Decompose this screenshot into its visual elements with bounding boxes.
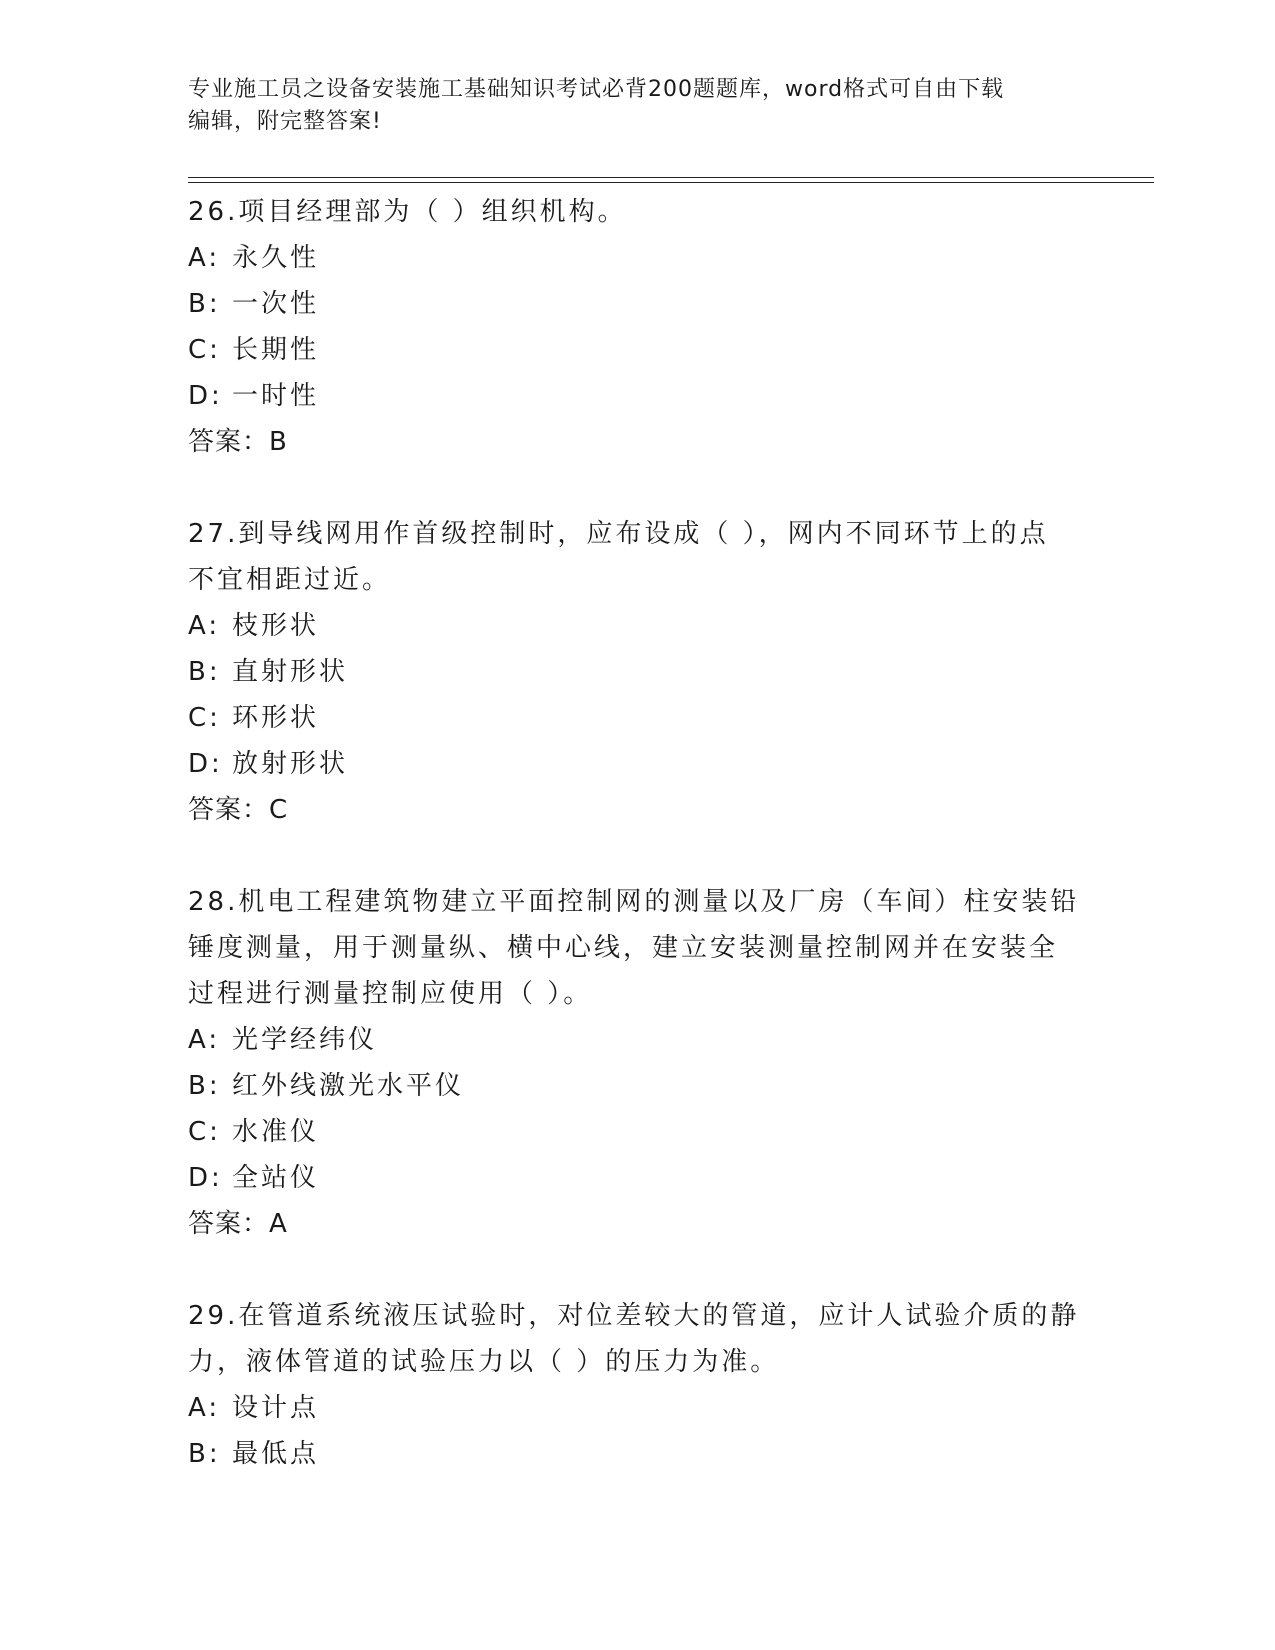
question-stem-line-1: 28.机电工程建筑物建立平面控制网的测量以及厂房（车间）柱安装铅 xyxy=(188,887,1080,917)
header-title-line-1: 专业施工员之设备安装施工基础知识考试必背200题题库，word格式可自由下载 xyxy=(188,77,1005,102)
option-key: B: xyxy=(188,657,221,687)
option-c xyxy=(188,327,1088,373)
question-27 xyxy=(188,511,1088,833)
option-a xyxy=(188,603,1088,649)
option-b xyxy=(188,649,1088,695)
option-text: 直射形状 xyxy=(232,657,349,687)
question-29 xyxy=(188,1293,1088,1477)
option-key: C: xyxy=(188,1117,221,1147)
question-stem: 26.项目经理部为（ ）组织机构。 xyxy=(188,197,627,227)
option-key: A: xyxy=(188,1025,221,1055)
option-key: B: xyxy=(188,289,221,319)
option-key: D: xyxy=(188,749,223,779)
option-key: A: xyxy=(188,611,221,641)
option-text: 枝形状 xyxy=(232,611,320,641)
question-stem-line-1: 29.在管道系统液压试验时，对位差较大的管道，应计人试验介质的静 xyxy=(188,1301,1080,1331)
option-key: B: xyxy=(188,1439,221,1469)
option-d xyxy=(188,373,1088,419)
question-stem-line-2: 不宜相距过近。 xyxy=(188,565,392,595)
option-text: 最低点 xyxy=(232,1439,320,1469)
question-28 xyxy=(188,879,1088,1247)
option-c xyxy=(188,695,1088,741)
option-text: 设计点 xyxy=(232,1393,320,1423)
option-d xyxy=(188,1155,1088,1201)
option-key: D: xyxy=(188,381,223,411)
option-a xyxy=(188,1385,1088,1431)
option-key: A: xyxy=(188,1393,221,1423)
option-text: 放射形状 xyxy=(232,749,349,779)
option-key: B: xyxy=(188,1071,221,1101)
answer: 答案：B xyxy=(188,427,288,457)
option-key: D: xyxy=(188,1163,223,1193)
option-a xyxy=(188,235,1088,281)
option-c xyxy=(188,1109,1088,1155)
header-divider-bottom xyxy=(188,182,1154,183)
option-text: 光学经纬仪 xyxy=(232,1025,378,1055)
option-text: 红外线激光水平仪 xyxy=(232,1071,465,1101)
option-text: 水准仪 xyxy=(232,1117,320,1147)
question-stem-line-1: 27.到导线网用作首级控制时，应布设成（ ），网内不同环节上的点 xyxy=(188,519,1049,549)
option-text: 长期性 xyxy=(232,335,320,365)
answer: 答案：A xyxy=(188,1209,288,1239)
option-b xyxy=(188,281,1088,327)
option-text: 一次性 xyxy=(232,289,320,319)
option-text: 环形状 xyxy=(232,703,320,733)
option-b xyxy=(188,1063,1088,1109)
question-stem-line-3: 过程进行测量控制应使用（ ）。 xyxy=(188,979,593,1009)
question-stem-line-2: 锤度测量，用于测量纵、横中心线，建立安装测量控制网并在安装全 xyxy=(188,933,1059,963)
option-text: 全站仪 xyxy=(232,1163,320,1193)
header-title-line-2: 编辑，附完整答案! xyxy=(188,109,382,134)
answer: 答案：C xyxy=(188,795,289,825)
option-key: C: xyxy=(188,703,221,733)
option-d xyxy=(188,741,1088,787)
header-divider-top xyxy=(188,177,1154,178)
question-26 xyxy=(188,189,1088,465)
option-b xyxy=(188,1431,1088,1477)
question-list xyxy=(188,189,1088,1477)
option-key: C: xyxy=(188,335,221,365)
option-a xyxy=(188,1017,1088,1063)
option-text: 永久性 xyxy=(232,243,320,273)
option-text: 一时性 xyxy=(232,381,320,411)
option-key: A: xyxy=(188,243,221,273)
question-stem-line-2: 力，液体管道的试验压力以（ ）的压力为准。 xyxy=(188,1347,780,1377)
document-header xyxy=(188,74,1088,138)
